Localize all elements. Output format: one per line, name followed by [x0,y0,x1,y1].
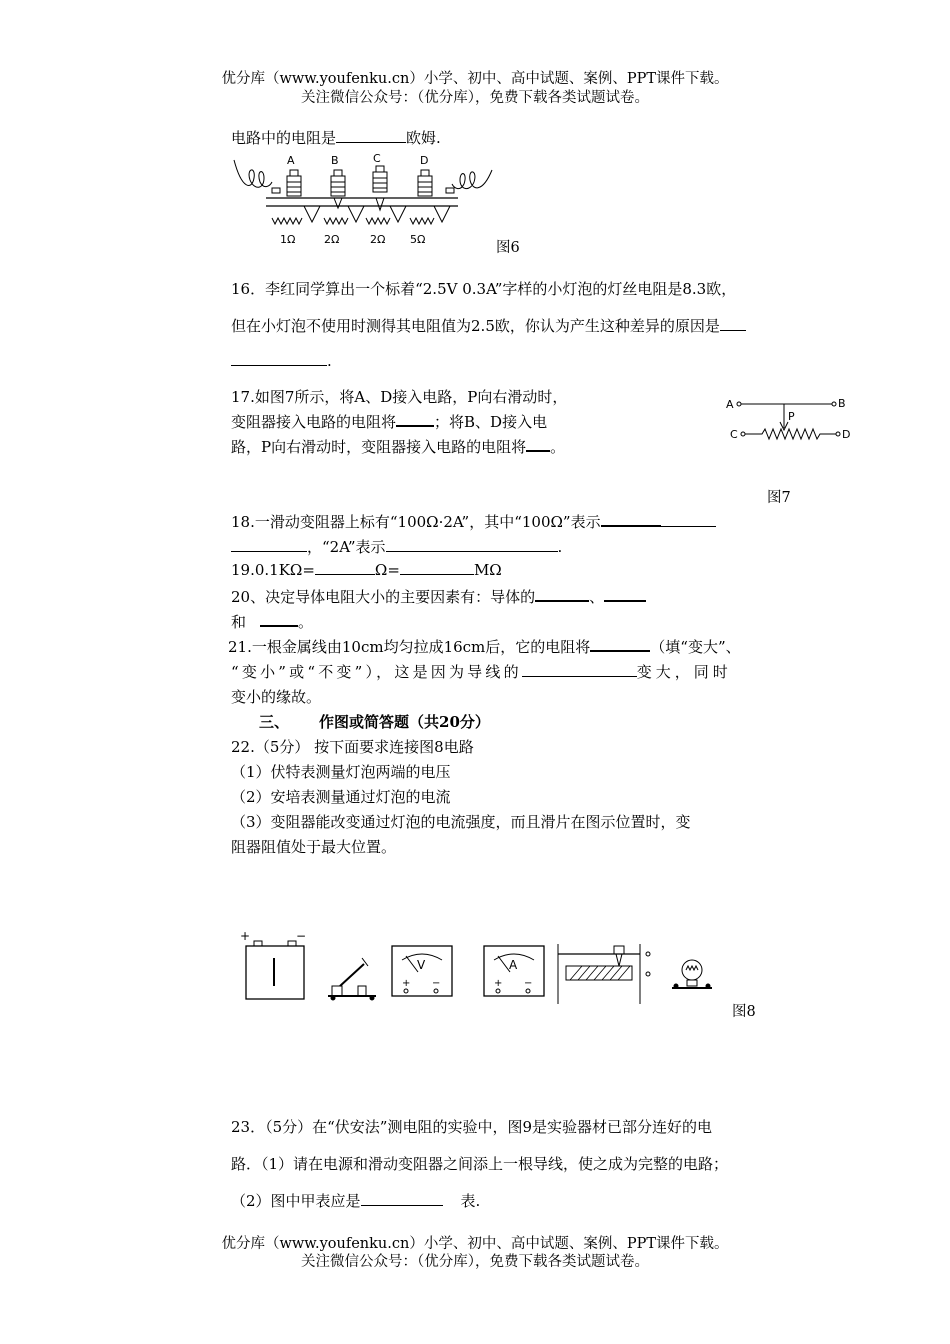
q22-line-1: 22.（5分） 按下面要求连接图8电路 [231,738,474,756]
q21-line-3: 变小的缘故。 [231,688,322,706]
q17-blank-1 [396,424,434,427]
figure-8-components [236,926,726,1006]
q18-line-2b: . [557,538,563,556]
figure-8-caption: 图8 [732,1004,756,1020]
q23-line-1: 23．（5分）在“伏安法”测电阻的实验中，图9是实验器材已部分连好的电 [231,1118,713,1136]
fig6-label-d: D [420,154,429,167]
q19-c: MΩ [473,561,502,579]
q18-line-1-text: 18.一滑动变阻器上标有“100Ω·2A”，其中“100Ω”表示 [231,513,601,531]
q20-sep: 、 [589,588,605,606]
svg-text:+: + [494,978,503,989]
q17-line-2b: ；将B、D接入电 [434,413,548,431]
header-line-1: 优分库（www.youfenku.cn）小学、初中、高中试题、案例、PPT课件下载。 [221,71,729,87]
footer-line-1: 优分库（www.youfenku.cn）小学、初中、高中试题、案例、PPT课件下载。 [221,1236,729,1252]
q20-line-2 [231,611,313,632]
q23-blank [361,1204,443,1206]
q20-blank-3 [260,624,298,627]
q21-line-1b: （填“变大”、 [650,638,741,656]
ammeter-label: A [509,958,518,972]
q17-line-3b: 。 [550,438,566,456]
q16-line-1: 16．李红同学算出一个标着“2.5V 0.3A”字样的小灯泡的灯丝电阻是8.3欧， [231,280,737,298]
q22-item-1: （1）伏特表测量灯泡两端的电压 [231,763,451,781]
q17-line-3 [231,436,565,457]
svg-text:+: + [402,978,411,989]
q19-blank-1 [315,573,375,575]
bulb-icon [672,960,712,988]
fig6-label-c: C [373,152,381,165]
q19-a: 19.0.1KΩ= [231,561,315,579]
q21-line-1a: 21.一根金属线由10cm均匀拉成16cm后，它的电阻将 [228,638,591,656]
q18-blank-2 [231,550,307,552]
footer-line-2: 关注微信公众号：（优分库），免费下载各类试题试卷。 [301,1254,649,1270]
figure-7-rheostat [722,394,852,446]
q18-blank-3 [386,550,558,552]
battery-minus: − [296,929,307,943]
q16-line-3 [231,352,332,370]
q23-line-3a: （2）图中甲表应是 [231,1192,361,1210]
q18-line-2 [231,536,562,557]
q19-blank-2 [400,573,474,575]
q17-line-2a: 变阻器接入电路的电阻将 [231,413,397,431]
q17-line-1: 17.如图7所示，将A、D接入电路，P向右滑动时， [231,388,568,406]
fig7-label-a: A [726,398,734,411]
q20-line-1 [231,586,646,607]
fig6-label-b: B [331,154,339,167]
ammeter-icon [484,946,544,996]
q15-prefix: 电路中的电阻是 [231,129,337,147]
q20-blank-2 [604,599,646,602]
q18-blank-1b [661,525,716,527]
fig7-label-d: D [842,428,851,441]
q16-blank-a [720,329,746,331]
q18-blank-1a [601,524,661,527]
section-3-title: 作图或简答题（共20分） [319,713,490,731]
q16-blank-b [231,364,327,366]
voltmeter-icon [392,946,452,996]
q16-line-3-end: . [327,352,332,370]
svg-text:−: − [432,978,441,989]
voltmeter-label: V [417,958,426,972]
figure-7-caption: 图7 [767,490,791,506]
q21-blank-2 [522,675,637,677]
q23-line-2: 路．（1）请在电源和滑动变阻器之间添上一根导线，使之成为完整的电路； [231,1155,729,1173]
q17-blank-2 [526,449,550,452]
q18-line-2a: ，“2A”表示 [307,538,386,556]
q19-b: Ω= [374,561,400,579]
q23-line-3 [231,1190,480,1211]
fig6-resistor-2: 2Ω [324,233,340,246]
q16-line-2-text: 但在小灯泡不使用时测得其电阻值为2.5欧，你认为产生这种差异的原因是 [231,317,720,335]
q17-line-2 [231,411,547,432]
switch-icon [328,958,376,1000]
q17-line-3a: 路，P向右滑动时，变阻器接入电路的电阻将 [231,438,527,456]
fig7-label-c: C [730,428,738,441]
battery-plus: + [240,929,251,943]
q22-item-3b: 阻器阻值处于最大位置。 [231,838,397,856]
fig6-resistor-1: 1Ω [280,233,296,246]
fig7-label-b: B [838,397,846,410]
q20-blank-1 [535,599,589,602]
fig6-label-a: A [287,154,295,167]
q23-line-3b: 表. [460,1192,481,1210]
q21-blank-1 [590,649,650,652]
battery-icon [240,929,306,999]
q16-line-2 [231,315,746,336]
figure-6-caption: 图6 [496,240,520,256]
header-line-2: 关注微信公众号：（优分库），免费下载各类试题试卷。 [301,90,649,106]
rheostat-icon [558,944,650,1004]
q20-line-1-text: 20、决定导体电阻大小的主要因素有：导体的 [231,588,536,606]
q22-item-2: （2）安培表测量通过灯泡的电流 [231,788,451,806]
q21-line-1 [228,636,741,657]
figure-6-resistance-box [232,150,502,250]
q15-blank [336,141,406,143]
section-3-heading [259,711,490,732]
q18-line-1 [231,511,716,532]
q22-item-3a: （3）变阻器能改变通过灯泡的电流强度，而且滑片在图示位置时，变 [231,813,691,831]
q20-line-2b: 。 [298,613,314,631]
q20-line-2a: 和 [231,613,247,631]
fig6-resistor-3: 2Ω [370,233,386,246]
q15-text [231,127,441,148]
svg-text:−: − [524,978,533,989]
q15-suffix: 欧姆. [406,129,441,147]
q21-line-2 [231,661,732,682]
fig7-label-p: P [788,410,795,423]
section-3-number: 三、 [259,713,290,731]
q21-line-2a: “变小”或“不变”），这是因为导线的 [231,663,522,681]
q21-line-2b: 变大，同时 [636,663,732,681]
fig6-resistor-4: 5Ω [410,233,426,246]
q19-line [231,561,502,579]
